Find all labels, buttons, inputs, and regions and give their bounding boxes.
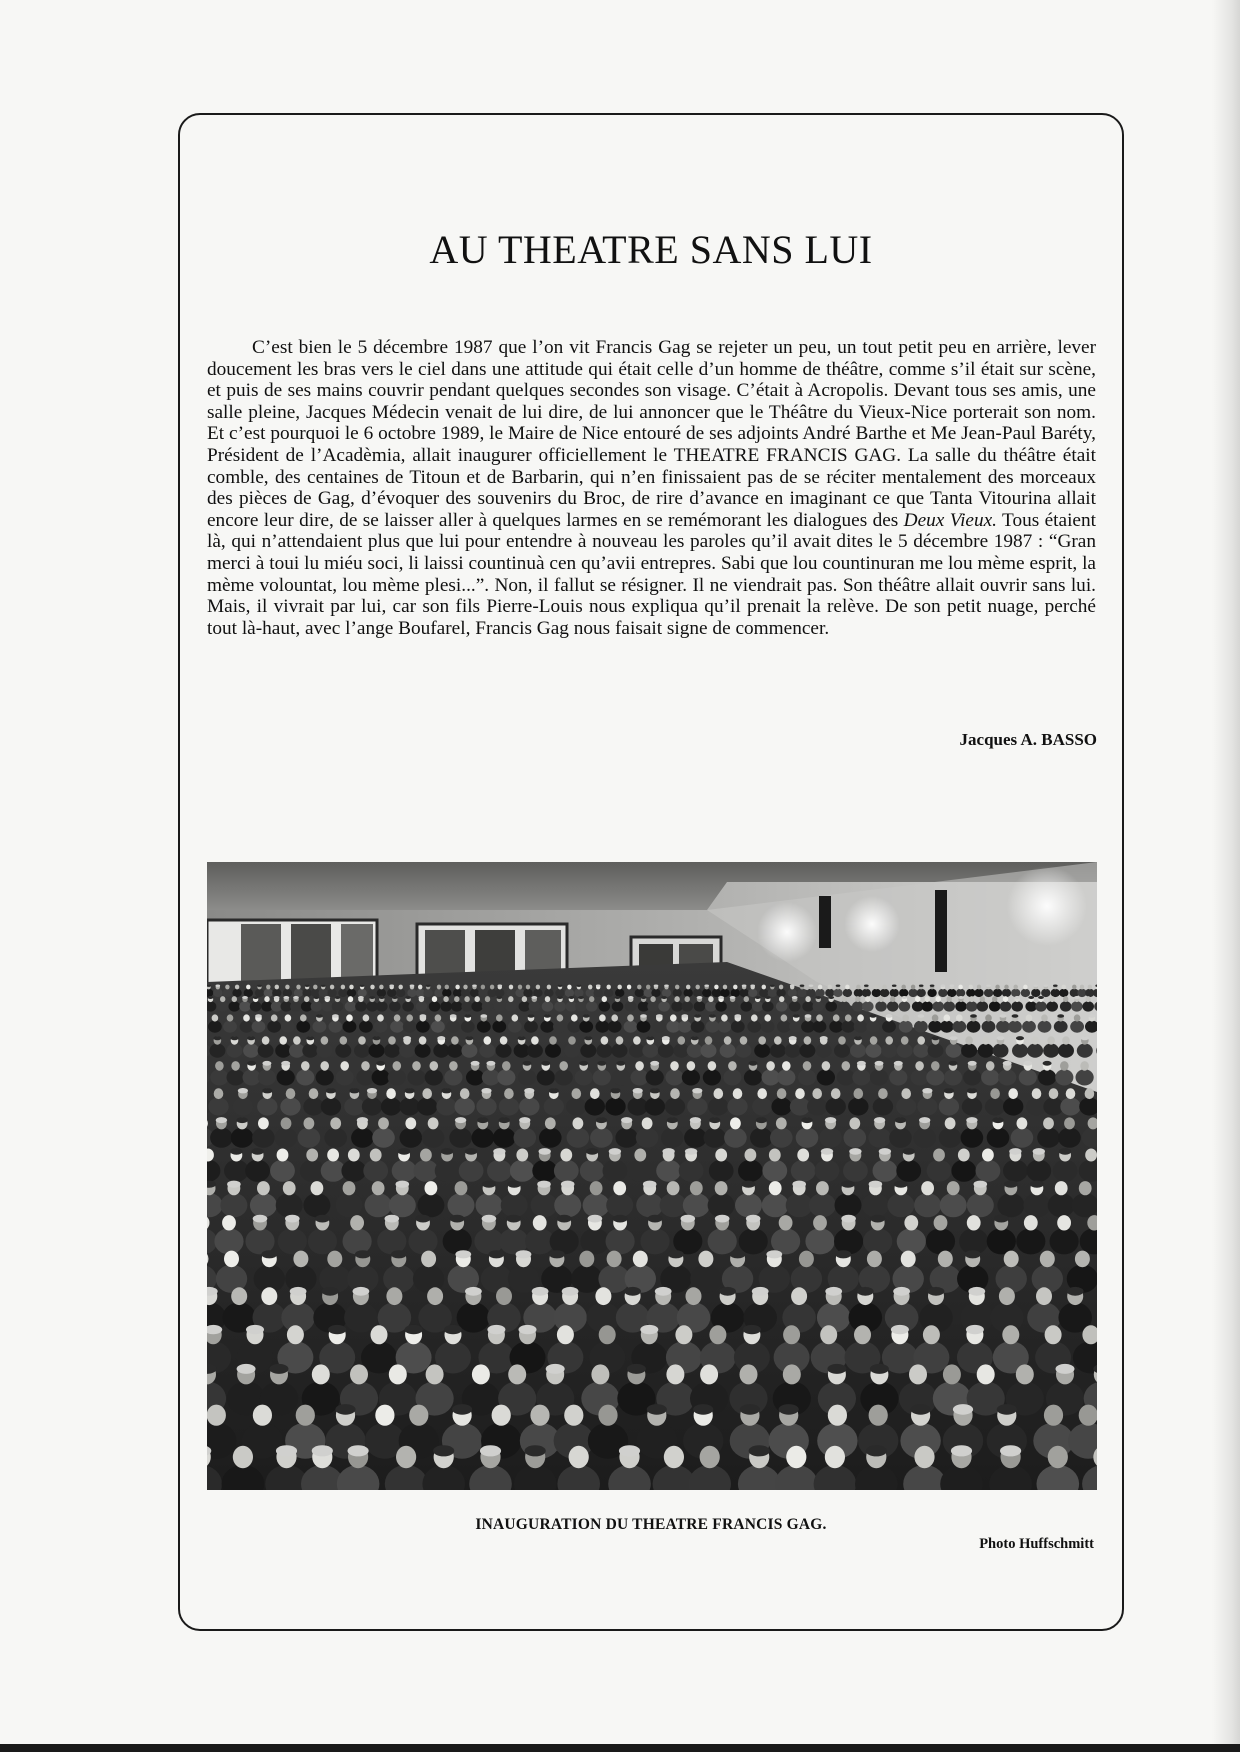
article-author: Jacques A. BASSO [959,730,1097,749]
page-edge-shadow [1212,0,1240,1752]
audience-photo-illustration [207,862,1097,1490]
article-title: AU THEATRE SANS LUI [429,227,873,272]
article-body-part2: Tous étaient là, qui n’attendaient plus que lui pour entendre à nouveau les paroles qu’il avait dites le 5 décembre 1987 : “Gran merci à toui lu miéu soci, li laissi countinuà cen qu’avii entrepres. Sabi que lou countinuran me lou mème esprit, la mème volountat, lou mème plesi...”. Non, il fallut se résigner. Il ne viendrait pas. Son théâtre allait ouvrir sans lui. Mais, il vivrait par lui, car son fils Pierre-Louis nous expliqua qu’il prenait la relève. De son petit nuage, perché tout là-haut, avec l’ange Boufarel, Francis Gag nous faisait signe de commencer. [207,509,1096,639]
audience-photo [207,862,1097,1490]
scan-bottom-border [0,1744,1240,1752]
article-body [207,337,1096,639]
article-body-italic-title: Deux Vieux. [903,509,997,531]
article-body-part1: C’est bien le 5 décembre 1987 que l’on vit Francis Gag se rejeter un peu, un tout petit peu en arrière, lever doucement les bras vers le ciel dans une attitude qui était celle d’un homme de théâtre, comme s’il était sur scène, et puis de ses mains couvrir pendant quelques secondes son visage. C’était à Acropolis. Devant tous ses amis, une salle pleine, Jacques Médecin venait de lui dire, de lui annoncer que le Théâtre du Vieux-Nice porterait son nom. Et c’est pourquoi le 6 octobre 1989, le Maire de Nice entouré de ses adjoints André Barthe et Me Jean-Paul Baréty, Président de l’Acadèmia, allait inaugurer officiellement le THEATRE FRANCIS GAG. La salle du théâtre était comble, des centaines de Titoun et de Barbarin, qui n’en finissaient pas de se réciter mentalement des morceaux des pièces de Gag, d’évoquer des souvenirs du Broc, de rire d’avance en imaginant ce que Tanta Vitourina allait encore leur dire, de se laisser aller à quelques larmes en se remémorant les dialogues des [207,337,1096,531]
photo-caption: INAUGURATION DU THEATRE FRANCIS GAG. [475,1516,827,1533]
photo-credit: Photo Huffschmitt [979,1536,1094,1552]
